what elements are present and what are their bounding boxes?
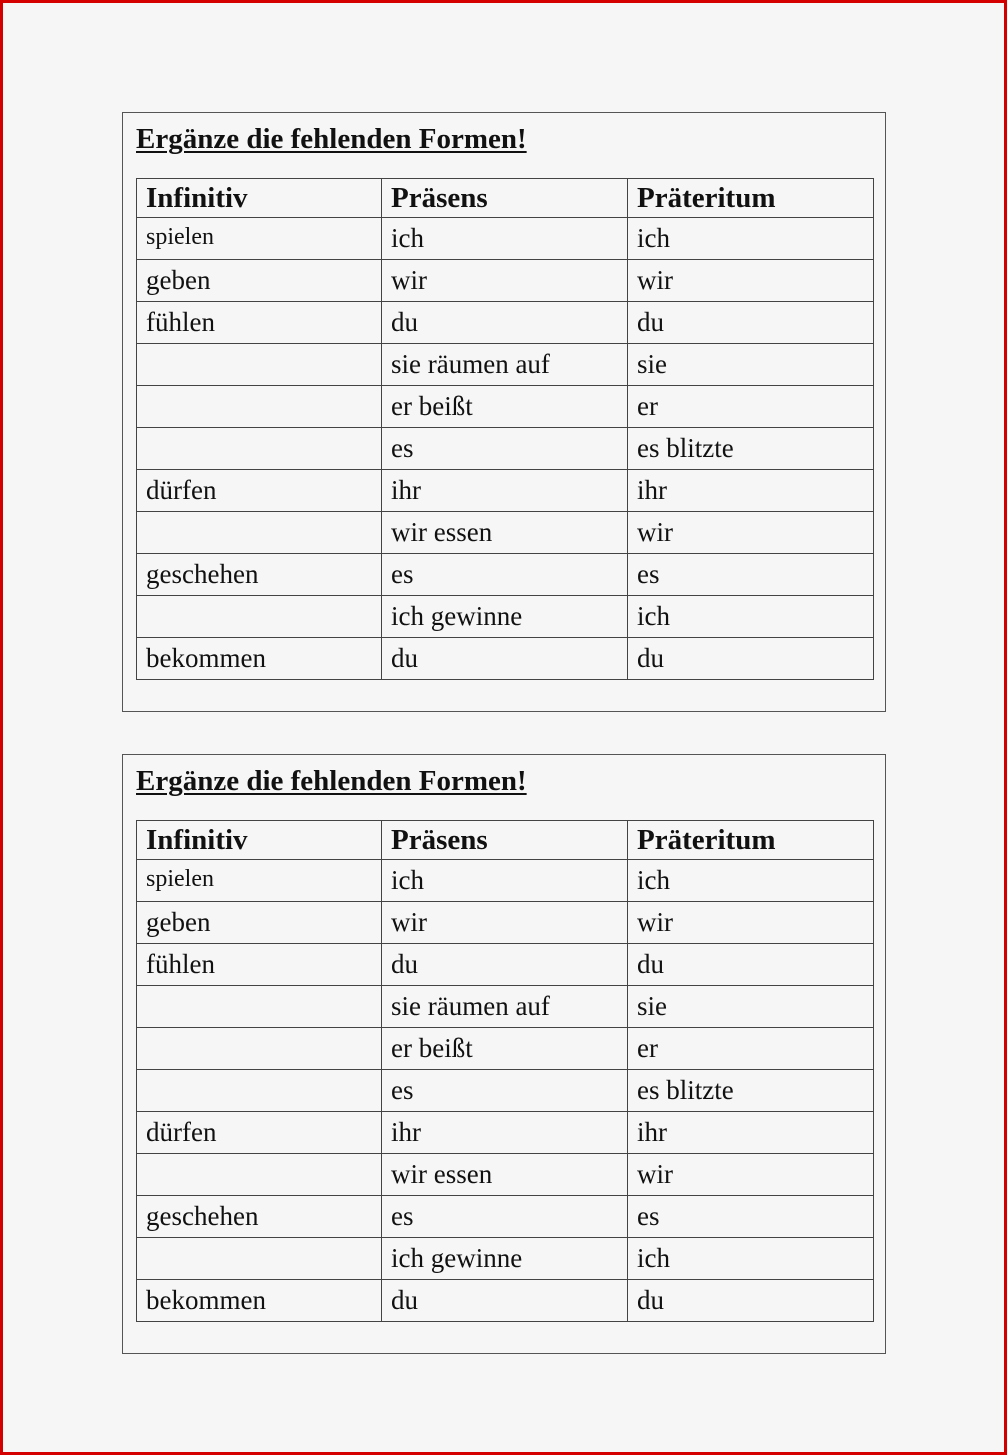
header-row: [137, 821, 874, 860]
cell-praesens: sie räumen auf: [382, 344, 628, 386]
cell-praeteritum: ich: [628, 218, 874, 260]
table-row: [137, 260, 874, 302]
cell-praesens: es: [382, 1070, 628, 1112]
cell-infinitiv: spielen: [137, 218, 382, 260]
verb-table: [136, 820, 874, 1322]
cell-infinitiv: geschehen: [137, 1196, 382, 1238]
cell-praeteritum: es: [628, 554, 874, 596]
cell-praesens: ihr: [382, 1112, 628, 1154]
cell-praeteritum: wir: [628, 902, 874, 944]
cell-infinitiv: bekommen: [137, 1280, 382, 1322]
table-row: [137, 1154, 874, 1196]
table-row: [137, 386, 874, 428]
cell-infinitiv: [137, 386, 382, 428]
table-row: [137, 986, 874, 1028]
cell-praesens: sie räumen auf: [382, 986, 628, 1028]
cell-praesens: ich: [382, 860, 628, 902]
cell-praesens: es: [382, 1196, 628, 1238]
cell-praesens: wir: [382, 902, 628, 944]
table-row: [137, 1070, 874, 1112]
table-row: [137, 638, 874, 680]
cell-infinitiv: [137, 1238, 382, 1280]
cell-infinitiv: dürfen: [137, 470, 382, 512]
cell-praesens: du: [382, 638, 628, 680]
cell-praeteritum: es blitzte: [628, 428, 874, 470]
verb-table: [136, 178, 874, 680]
cell-infinitiv: fühlen: [137, 302, 382, 344]
table-row: [137, 860, 874, 902]
worksheet-title: Ergänze die fehlenden Formen!: [136, 123, 527, 155]
cell-infinitiv: [137, 428, 382, 470]
header-praeteritum: Präteritum: [628, 821, 874, 860]
header-infinitiv: Infinitiv: [137, 821, 382, 860]
cell-praeteritum: wir: [628, 1154, 874, 1196]
cell-praeteritum: ich: [628, 860, 874, 902]
cell-praeteritum: ihr: [628, 1112, 874, 1154]
table-row: [137, 428, 874, 470]
cell-praeteritum: du: [628, 1280, 874, 1322]
table-row: [137, 1238, 874, 1280]
cell-praesens: du: [382, 1280, 628, 1322]
table-row: [137, 344, 874, 386]
cell-praesens: es: [382, 428, 628, 470]
cell-infinitiv: dürfen: [137, 1112, 382, 1154]
cell-praeteritum: sie: [628, 344, 874, 386]
worksheet-2: [122, 754, 886, 1354]
table-row: [137, 944, 874, 986]
table-row: [137, 1112, 874, 1154]
cell-praesens: er beißt: [382, 1028, 628, 1070]
cell-praeteritum: du: [628, 944, 874, 986]
header-infinitiv: Infinitiv: [137, 179, 382, 218]
cell-praeteritum: es: [628, 1196, 874, 1238]
cell-praesens: wir essen: [382, 512, 628, 554]
cell-infinitiv: [137, 596, 382, 638]
cell-praeteritum: ihr: [628, 470, 874, 512]
cell-infinitiv: [137, 344, 382, 386]
cell-praeteritum: wir: [628, 512, 874, 554]
table-row: [137, 1280, 874, 1322]
cell-infinitiv: [137, 1070, 382, 1112]
cell-praeteritum: sie: [628, 986, 874, 1028]
table-row: [137, 218, 874, 260]
cell-praesens: er beißt: [382, 386, 628, 428]
cell-praesens: es: [382, 554, 628, 596]
cell-praeteritum: es blitzte: [628, 1070, 874, 1112]
cell-praesens: ich: [382, 218, 628, 260]
cell-infinitiv: bekommen: [137, 638, 382, 680]
cell-infinitiv: [137, 986, 382, 1028]
cell-infinitiv: geben: [137, 902, 382, 944]
cell-infinitiv: [137, 1028, 382, 1070]
cell-praeteritum: ich: [628, 596, 874, 638]
cell-infinitiv: fühlen: [137, 944, 382, 986]
cell-infinitiv: geben: [137, 260, 382, 302]
cell-praesens: ich gewinne: [382, 1238, 628, 1280]
header-row: [137, 179, 874, 218]
table-row: [137, 554, 874, 596]
cell-praeteritum: du: [628, 638, 874, 680]
cell-infinitiv: geschehen: [137, 554, 382, 596]
cell-praesens: ihr: [382, 470, 628, 512]
cell-praeteritum: ich: [628, 1238, 874, 1280]
header-praesens: Präsens: [382, 179, 628, 218]
table-row: [137, 470, 874, 512]
cell-infinitiv: [137, 1154, 382, 1196]
cell-praeteritum: wir: [628, 260, 874, 302]
cell-praeteritum: er: [628, 1028, 874, 1070]
table-row: [137, 512, 874, 554]
header-praesens: Präsens: [382, 821, 628, 860]
worksheet-title: Ergänze die fehlenden Formen!: [136, 765, 527, 797]
cell-praeteritum: du: [628, 302, 874, 344]
table-row: [137, 302, 874, 344]
worksheet-1: [122, 112, 886, 712]
cell-praeteritum: er: [628, 386, 874, 428]
header-praeteritum: Präteritum: [628, 179, 874, 218]
cell-praesens: wir essen: [382, 1154, 628, 1196]
cell-praesens: du: [382, 302, 628, 344]
cell-infinitiv: spielen: [137, 860, 382, 902]
table-row: [137, 596, 874, 638]
table-row: [137, 1028, 874, 1070]
table-row: [137, 902, 874, 944]
cell-infinitiv: [137, 512, 382, 554]
cell-praesens: ich gewinne: [382, 596, 628, 638]
cell-praesens: du: [382, 944, 628, 986]
cell-praesens: wir: [382, 260, 628, 302]
table-row: [137, 1196, 874, 1238]
